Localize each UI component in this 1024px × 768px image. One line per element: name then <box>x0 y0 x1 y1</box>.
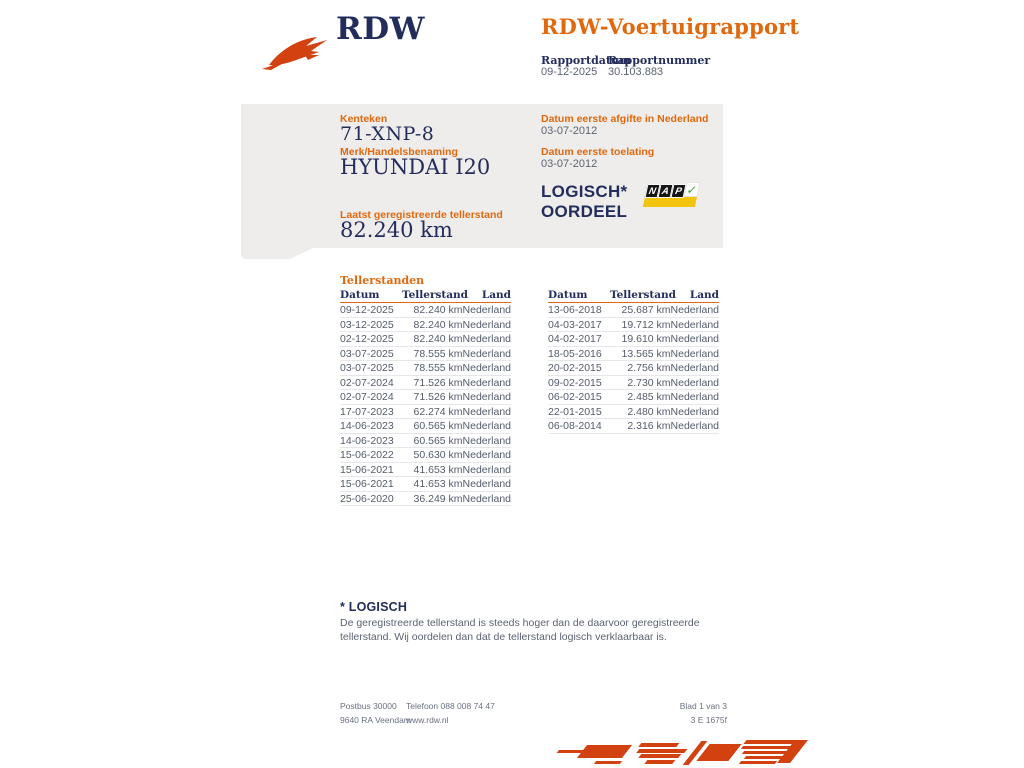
country-cell: Nederland <box>462 318 511 331</box>
table-header <box>340 288 511 303</box>
country-cell: Nederland <box>462 463 511 476</box>
table-row <box>340 347 511 362</box>
footer-address <box>340 700 411 727</box>
odometer-cell: 62.274 km <box>413 405 463 418</box>
date-cell: 06-08-2014 <box>548 420 602 432</box>
oordeel-line1: LOGISCH* <box>541 182 628 201</box>
date-cell: 09-02-2015 <box>548 376 602 389</box>
kenteken-value: 71-XNP-8 <box>340 123 435 145</box>
nap-letter-p: P <box>671 184 687 198</box>
odometer-cell: 36.249 km <box>413 492 463 505</box>
mileage-table-left <box>340 288 511 506</box>
vehicle-summary-card <box>241 104 723 248</box>
nap-letter-n: N <box>645 184 661 198</box>
afgifte-label: Datum eerste afgifte in Nederland <box>541 113 709 125</box>
odometer-cell: 2.756 km <box>627 362 671 374</box>
rdw-logo-icon <box>261 27 333 74</box>
footer-postbus: Postbus 30000 <box>340 701 397 711</box>
country-cell: Nederland <box>670 391 719 403</box>
page-title: RDW-Voertuigrapport <box>541 14 800 39</box>
table-row <box>548 419 719 434</box>
date-cell: 06-02-2015 <box>548 391 602 403</box>
odometer-cell: 50.630 km <box>413 449 463 461</box>
table-row <box>548 318 719 333</box>
laatste-tellerstand-label: Laatst geregistreerde tellerstand <box>340 209 503 221</box>
footer-phone: Telefoon 088 008 74 47 <box>406 701 495 711</box>
footer-contact <box>406 700 495 727</box>
nap-logo <box>641 181 701 209</box>
footer-page-indicator: Blad 1 van 3 <box>679 701 727 711</box>
country-cell: Nederland <box>670 376 719 389</box>
kenteken-label: Kenteken <box>340 113 388 125</box>
country-cell: Nederland <box>462 347 511 360</box>
date-cell: 15-06-2021 <box>340 478 394 490</box>
table-row <box>340 303 511 318</box>
date-cell: 03-07-2025 <box>340 347 394 360</box>
footer-city: 9640 RA Veendam <box>340 714 411 725</box>
table-row <box>340 361 511 376</box>
report-number-label: Rapportnummer <box>608 54 711 67</box>
toelating-value: 03-07-2012 <box>541 158 598 170</box>
odometer-cell: 82.240 km <box>413 333 463 345</box>
table-row <box>340 463 511 478</box>
odometer-cell: 41.653 km <box>413 463 463 476</box>
table-row <box>340 332 511 347</box>
col-tellerstand: Tellerstand <box>402 289 469 301</box>
merk-value: HYUNDAI I20 <box>340 155 491 179</box>
date-cell: 18-05-2016 <box>548 347 602 360</box>
table-row <box>340 390 511 405</box>
odometer-cell: 25.687 km <box>621 304 671 316</box>
date-cell: 15-06-2022 <box>340 449 394 461</box>
odometer-cell: 19.712 km <box>621 318 671 331</box>
country-cell: Nederland <box>670 347 719 360</box>
table-row <box>548 332 719 347</box>
table-row <box>548 361 719 376</box>
afgifte-value: 03-07-2012 <box>541 125 598 137</box>
odometer-cell: 2.485 km <box>627 391 671 403</box>
date-cell: 13-06-2018 <box>548 304 602 316</box>
country-cell: Nederland <box>462 434 511 447</box>
odometer-cell: 71.526 km <box>413 376 463 389</box>
footer-page-info <box>600 700 727 727</box>
table-row <box>548 303 719 318</box>
card-bottom-tab <box>241 248 313 259</box>
report-number-value: 30.103.883 <box>608 66 664 78</box>
country-cell: Nederland <box>462 492 511 505</box>
oordeel-line2: OORDEEL <box>541 202 628 221</box>
odometer-cell: 82.240 km <box>413 304 463 316</box>
table-row <box>340 448 511 463</box>
laatste-tellerstand-value: 82.240 km <box>340 218 453 242</box>
date-cell: 20-02-2015 <box>548 362 602 374</box>
odometer-cell: 2.316 km <box>627 420 671 432</box>
country-cell: Nederland <box>462 333 511 345</box>
col-datum: Datum <box>340 289 380 301</box>
odometer-cell: 60.565 km <box>413 434 463 447</box>
date-cell: 09-12-2025 <box>340 304 394 316</box>
table-row <box>340 318 511 333</box>
date-cell: 22-01-2015 <box>548 405 602 418</box>
table-row <box>548 347 719 362</box>
country-cell: Nederland <box>670 318 719 331</box>
date-cell: 14-06-2023 <box>340 434 394 447</box>
odometer-cell: 60.565 km <box>413 420 463 432</box>
footer-form-code: 3 E 1675f <box>690 714 727 725</box>
date-cell: 15-06-2021 <box>340 463 394 476</box>
date-cell: 03-07-2025 <box>340 362 394 374</box>
date-cell: 02-07-2024 <box>340 376 394 389</box>
country-cell: Nederland <box>670 362 719 374</box>
table-header <box>548 288 719 303</box>
date-cell: 03-12-2025 <box>340 318 394 331</box>
col-tellerstand: Tellerstand <box>610 289 677 301</box>
table-row <box>548 405 719 420</box>
date-cell: 02-07-2024 <box>340 391 394 403</box>
odometer-cell: 78.555 km <box>413 347 463 360</box>
odometer-cell: 13.565 km <box>621 347 671 360</box>
country-cell: Nederland <box>670 333 719 345</box>
odometer-cell: 41.653 km <box>413 478 463 490</box>
date-cell: 14-06-2023 <box>340 420 394 432</box>
country-cell: Nederland <box>670 420 719 432</box>
nap-checkmark-icon: ✓ <box>683 182 700 197</box>
report-date-value: 09-12-2025 <box>541 66 598 78</box>
table-row <box>340 405 511 420</box>
merk-label: Merk/Handelsbenaming <box>340 146 458 158</box>
col-land: Land <box>689 289 719 301</box>
footer-website-link[interactable]: www.rdw.nl <box>406 714 449 725</box>
table-row <box>340 376 511 391</box>
rdw-stripes-graphic-icon <box>540 736 800 768</box>
country-cell: Nederland <box>670 304 719 316</box>
country-cell: Nederland <box>462 405 511 418</box>
odometer-cell: 2.730 km <box>627 376 671 389</box>
odometer-cell: 71.526 km <box>413 391 463 403</box>
country-cell: Nederland <box>462 420 511 432</box>
date-cell: 17-07-2023 <box>340 405 394 418</box>
col-datum: Datum <box>548 289 588 301</box>
table-row <box>548 376 719 391</box>
country-cell: Nederland <box>462 391 511 403</box>
logo-wordmark: RDW <box>336 11 425 47</box>
odometer-cell: 82.240 km <box>413 318 463 331</box>
date-cell: 25-06-2020 <box>340 492 394 505</box>
oordeel-verdict <box>541 182 627 222</box>
odometer-cell: 19.610 km <box>621 333 671 345</box>
date-cell: 04-03-2017 <box>548 318 602 331</box>
logisch-note-title: * LOGISCH <box>340 600 408 614</box>
country-cell: Nederland <box>462 449 511 461</box>
country-cell: Nederland <box>670 405 719 418</box>
country-cell: Nederland <box>462 376 511 389</box>
table-row <box>340 434 511 449</box>
mileage-table-right <box>548 288 719 434</box>
country-cell: Nederland <box>462 362 511 374</box>
table-row <box>340 419 511 434</box>
odometer-cell: 2.480 km <box>627 405 671 418</box>
report-date-label: Rapportdatum <box>541 54 631 67</box>
logisch-note-body: De geregistreerde tellerstand is steeds hoger dan de daarvoor geregistreerde tellerstand. Wij oordelen dan dat de tellerstand logisch verklaarbaar is. <box>340 617 700 643</box>
table-row <box>340 492 511 507</box>
date-cell: 04-02-2017 <box>548 333 602 345</box>
country-cell: Nederland <box>462 478 511 490</box>
tellerstanden-title: Tellerstanden <box>340 274 425 287</box>
table-row <box>548 390 719 405</box>
table-row <box>340 477 511 492</box>
col-land: Land <box>481 289 511 301</box>
nap-letter-a: A <box>658 184 674 198</box>
toelating-label: Datum eerste toelating <box>541 146 655 158</box>
odometer-cell: 78.555 km <box>413 362 463 374</box>
country-cell: Nederland <box>462 304 511 316</box>
date-cell: 02-12-2025 <box>340 333 394 345</box>
